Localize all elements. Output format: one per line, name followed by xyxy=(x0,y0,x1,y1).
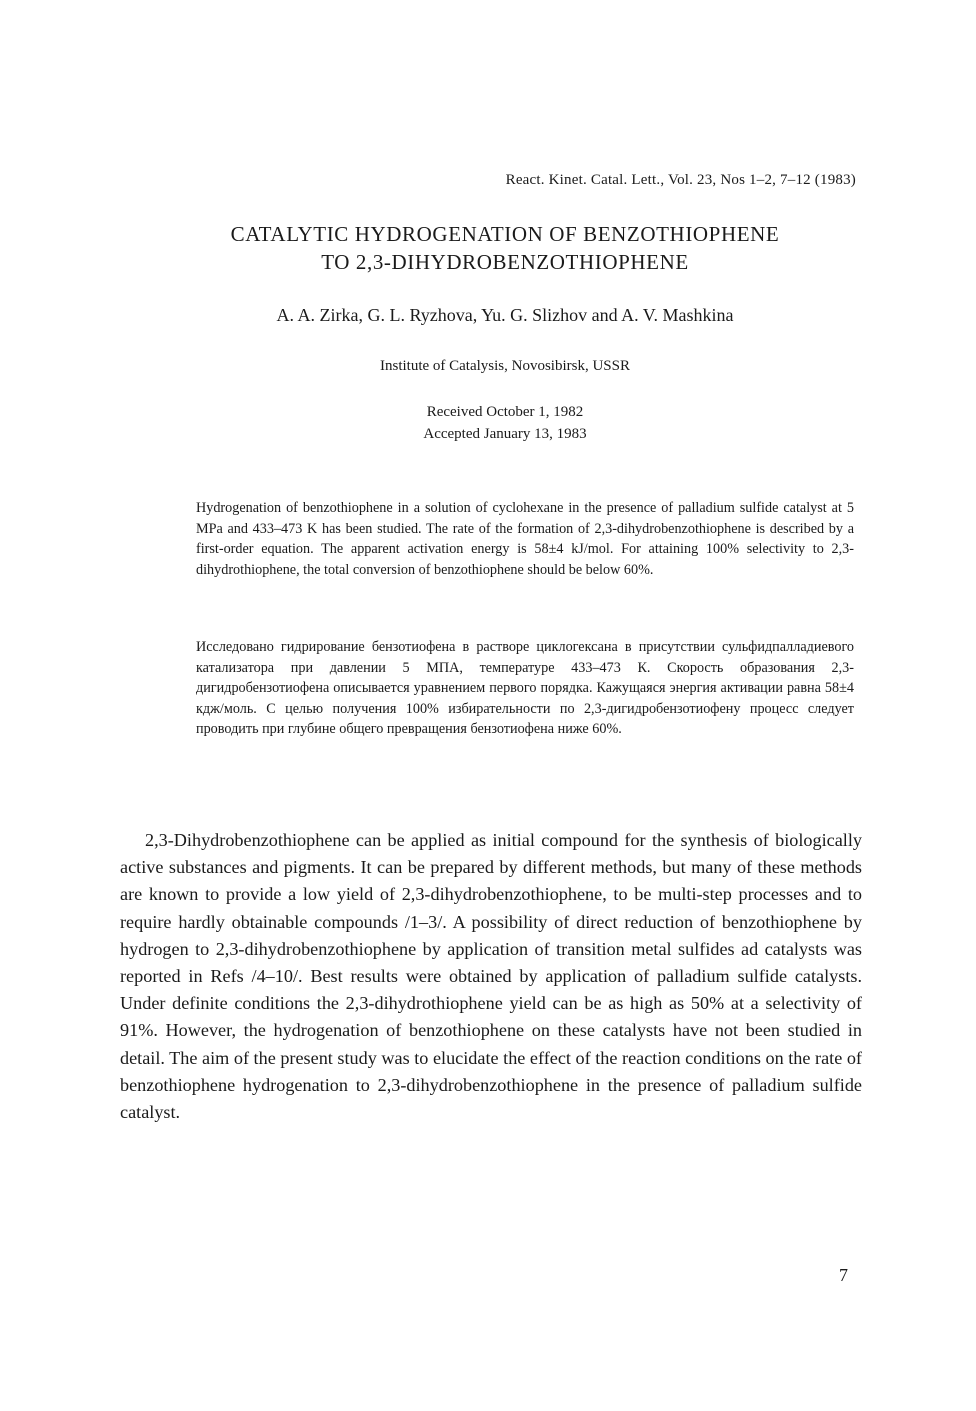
submission-dates xyxy=(120,401,890,445)
page-number: 7 xyxy=(839,1265,848,1285)
received-date: Received October 1, 1982 xyxy=(426,404,584,420)
article-title-line-2: TO 2,3-DIHYDROBENZOTHIOPHENE xyxy=(321,250,689,274)
article-title-line-1: CATALYTIC HYDROGENATION OF BENZOTHIOPHENE xyxy=(230,222,780,246)
accepted-date: Accepted January 13, 1983 xyxy=(423,426,587,442)
journal-reference: React. Kinet. Catal. Lett., Vol. 23, Nos 1–2, 7–12 (1983) xyxy=(505,172,856,188)
abstract-russian: Исследовано гидрирование бензотиофена в растворе циклогексана в присутствии сульфидпалладиевого катализатора при давлении 5 МПА, температуре 433–473 К. Скорость образования 2,3-дигидробензотиофена описывается уравнением первого порядка. Кажущаяся энергия активации равна 58±4 кдж/моль. С целью получения 100% избирательности по 2,3-дигидробензотиофену процесс следует проводить при глубине общего превращения бензотиофена ниже 60%. xyxy=(196,639,854,737)
abstract-english: Hydrogenation of benzothiophene in a solution of cyclohexane in the presence of palladium sulfide catalyst at 5 MPa and 433–473 K has been studied. The rate of the formation of 2,3-dihydrobenzothiophene is described by a first-order equation. The apparent activation energy is 58±4 kJ/mol. For attaining 100% selectivity to 2,3-dihydrothiophene, the total conversion of benzothiophene should be below 60%. xyxy=(196,500,854,578)
author-list: A. A. Zirka, G. L. Ryzhova, Yu. G. Slizhov and A. V. Mashkina xyxy=(276,305,734,325)
article-title xyxy=(120,220,890,276)
institute-affiliation: Institute of Catalysis, Novosibirsk, USSR xyxy=(379,358,630,374)
body-paragraph: 2,3-Dihydrobenzothiophene can be applied as initial compound for the synthesis of biologically active substances and pigments. It can be prepared by different methods, but many of these methods are known to provide a low yield of 2,3-dihydrobenzothiophene, to be multi-step processes and to require hardly obtainable compounds /1–3/. A possibility of direct reduction of benzothiophene by hydrogen to 2,3-dihydrobenzothiophene by application of transition metal sulfides ad catalysts was reported in Refs /4–10/. Best results were obtained by application of palladium sulfide catalysts. Under definite conditions the 2,3-dihydrothiophene yield can be as high as 50% at a selectivity of 91%. However, the hydrogenation of benzothiophene on these catalysts have not been studied in detail. The aim of the present study was to elucidate the effect of the reaction conditions on the rate of benzothiophene hydrogenation to 2,3-dihydrobenzothiophene in the presence of palladium sulfide catalyst. xyxy=(120,830,862,1123)
